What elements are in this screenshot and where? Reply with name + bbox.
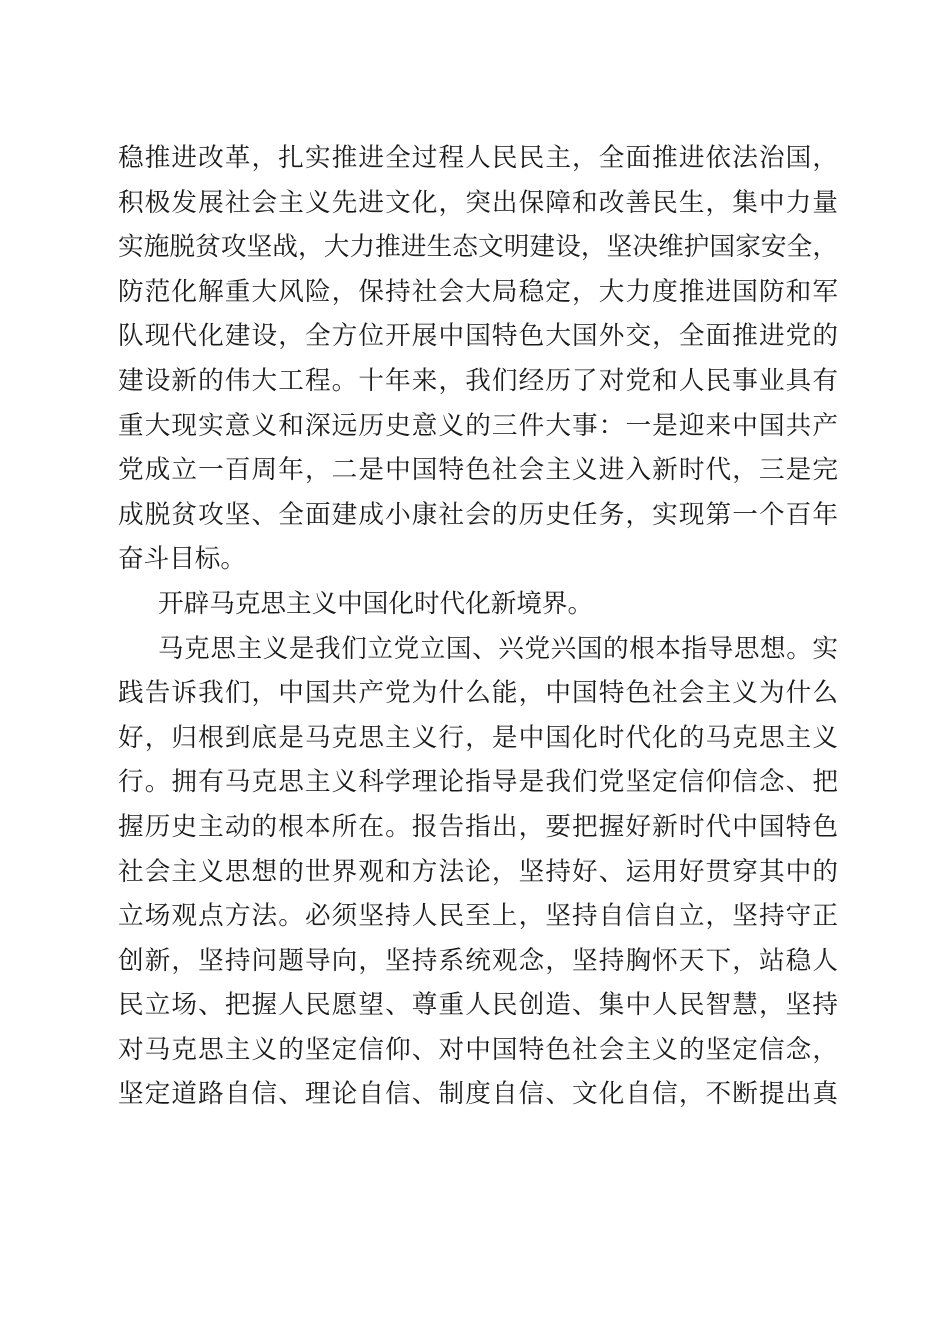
text-line-12: 马克思主义是我们立党立国、兴党兴国的根本指导思想。实 xyxy=(158,633,838,664)
section-heading: 开辟马克思主义中国化时代化新境界。 xyxy=(158,588,594,619)
text-line-10: 奋斗目标。 xyxy=(118,544,246,575)
text-line-15: 行。拥有马克思主义科学理论指导是我们党坚定信仰信念、把 xyxy=(118,767,838,798)
text-line-3: 实施脱贫攻坚战，大力推进生态文明建设，坚决维护国家安全， xyxy=(118,232,838,263)
body-text xyxy=(118,136,838,1117)
text-line-2: 积极发展社会主义先进文化，突出保障和改善民生，集中力量 xyxy=(118,187,838,218)
text-line-16: 握历史主动的根本所在。报告指出，要把握好新时代中国特色 xyxy=(118,811,838,842)
text-line-18: 立场观点方法。必须坚持人民至上，坚持自信自立，坚持守正 xyxy=(118,901,838,932)
text-line-8: 党成立一百周年，二是中国特色社会主义进入新时代，三是完 xyxy=(118,455,838,486)
text-line-5: 队现代化建设，全方位开展中国特色大国外交，全面推进党的 xyxy=(118,321,838,352)
text-line-4: 防范化解重大风险，保持社会大局稳定，大力度推进国防和军 xyxy=(118,276,838,307)
text-line-1: 稳推进改革，扎实推进全过程人民民主，全面推进依法治国， xyxy=(118,143,838,173)
text-line-7: 重大现实意义和深远历史意义的三件大事：一是迎来中国共产 xyxy=(118,410,838,441)
text-line-9: 成脱贫攻坚、全面建成小康社会的历史任务，实现第一个百年 xyxy=(118,499,838,530)
text-line-20: 民立场、把握人民愿望、尊重人民创造、集中人民智慧，坚持 xyxy=(118,990,838,1021)
text-line-13: 践告诉我们，中国共产党为什么能，中国特色社会主义为什么 xyxy=(118,678,838,709)
text-line-22: 坚定道路自信、理论自信、制度自信、文化自信，不断提出真 xyxy=(118,1079,838,1110)
text-line-14: 好，归根到底是马克思主义行，是中国化时代化的马克思主义 xyxy=(118,722,838,753)
text-line-17: 社会主义思想的世界观和方法论，坚持好、运用好贯穿其中的 xyxy=(118,856,838,887)
text-line-21: 对马克思主义的坚定信仰、对中国特色社会主义的坚定信念， xyxy=(118,1034,838,1065)
text-line-6: 建设新的伟大工程。十年来，我们经历了对党和人民事业具有 xyxy=(118,365,838,396)
text-line-19: 创新，坚持问题导向，坚持系统观念，坚持胸怀天下，站稳人 xyxy=(118,945,838,976)
